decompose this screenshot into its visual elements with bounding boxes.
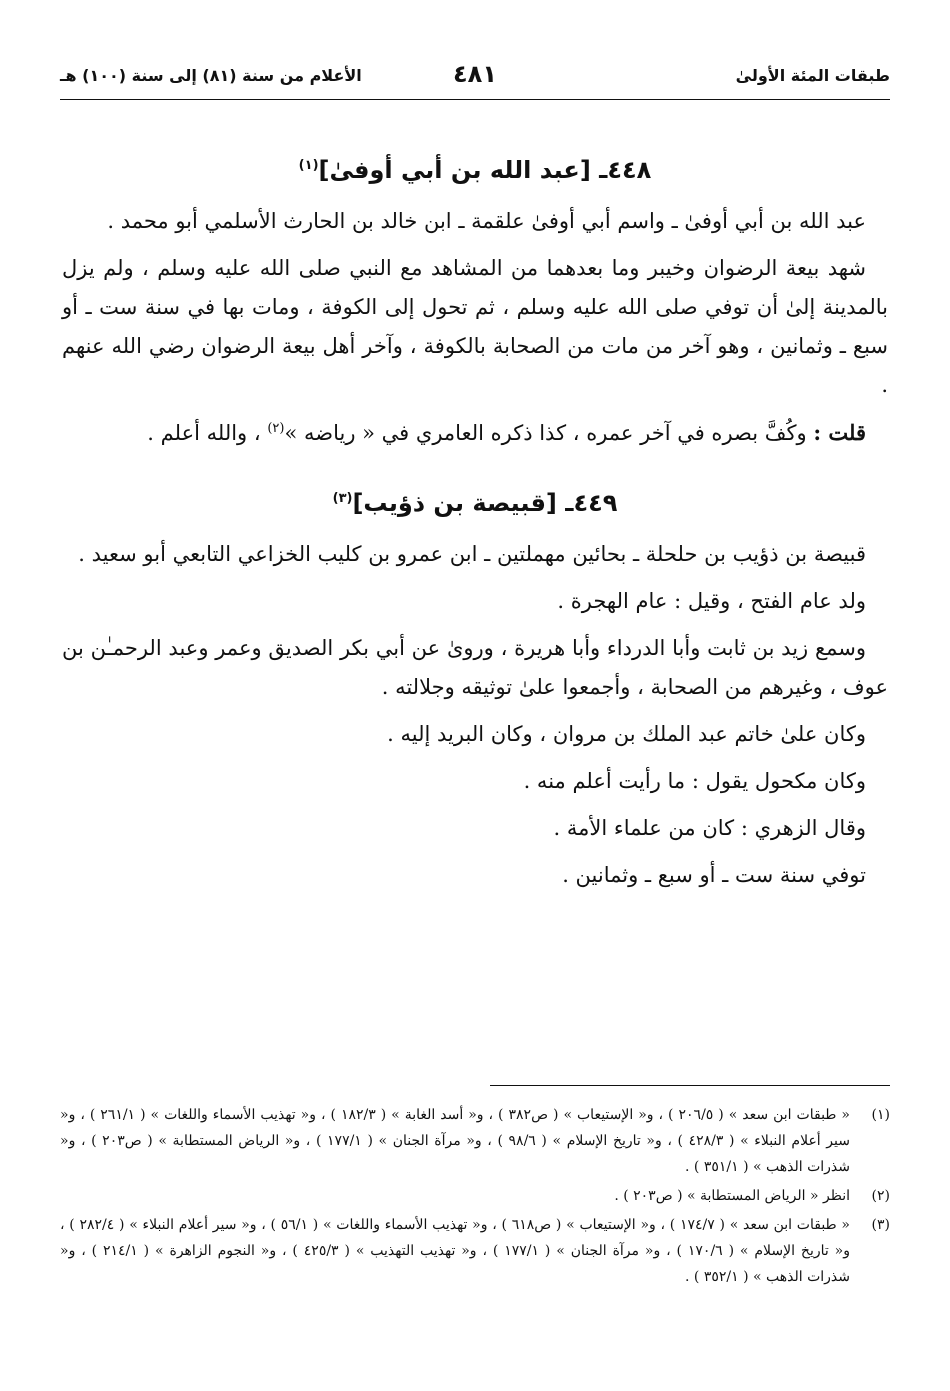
footnote-ref: (٣) xyxy=(332,491,353,506)
footnote-3 xyxy=(60,1212,890,1290)
entry-title-449 xyxy=(62,483,888,523)
running-header xyxy=(60,60,890,96)
entry-title-text: ٤٤٩ـ [قبيصة بن ذؤيب] xyxy=(352,489,618,517)
footnote-text: « طبقات ابن سعد » ( ٢٠٦/٥ ) ، و« الإستيعاب » ( ص٣٨٢ ) ، و« أسد الغابة » ( ١٨٢/٣ ) ، و« تهذيب الأسماء واللغات » ( ٢٦١/١ ) ، و« سير أعلام النبلاء » ( ٤٢٨/٣ ) ، و« تاريخ الإسلام » ( ٩٨/٦ ) ، و« مرآة الجنان » ( ١٧٧/١ ) ، و« الرياض المستطابة » ( ص٢٠٣ ) ، و« شذرات الذهب » ( ٣٥١/١ ) . xyxy=(60,1107,850,1175)
entry-title-448 xyxy=(62,150,888,190)
footnote-2 xyxy=(60,1183,890,1209)
footnote-ref: (٢) xyxy=(267,421,285,436)
note-label: قلت : xyxy=(813,420,866,445)
paragraph: عبد الله بن أبي أوفىٰ ـ واسم أبي أوفىٰ علقمة ـ ابن خالد بن الحارث الأسلمي أبو محمد . xyxy=(107,209,866,233)
footnote-1 xyxy=(60,1102,890,1180)
paragraph: ولد عام الفتح ، وقيل : عام الهجرة . xyxy=(557,589,866,613)
paragraph: شهد بيعة الرضوان وخيبر وما بعدهما من المشاهد مع النبي صلى الله عليه وسلم ، ولم يزل بالمدينة إلىٰ أن توفي صلى الله عليه وسلم ، ثم تحول إلى الكوفة ، ومات بها في سنة ست ـ أو سبع ـ وثمانين ، وهو آخر من مات من الصحابة بالكوفة ، وآخر أهل بيعة الرضوان رضي الله عنهم . xyxy=(62,256,888,397)
footnote-ref: (١) xyxy=(298,158,319,173)
header-rule xyxy=(60,99,890,100)
footnote-text: انظر « الرياض المستطابة » ( ص٢٠٣ ) . xyxy=(614,1188,850,1204)
footnote-rule xyxy=(490,1085,890,1086)
page-number: ٤٨١ xyxy=(453,60,497,88)
footnote-text: « طبقات ابن سعد » ( ١٧٤/٧ ) ، و« الإستيعاب » ( ص٦١٨ ) ، و« تهذيب الأسماء واللغات » ( ٥٦/١ ) ، و« سير أعلام النبلاء » ( ٢٨٢/٤ ) ، و« تاريخ الإسلام » ( ١٧٠/٦ ) ، و« مرآة الجنان » ( ١٧٧/١ ) ، و« تهذيب التهذيب » ( ٤٢٥/٣ ) ، و« النجوم الزاهرة » ( ٢١٤/١ ) ، و« شذرات الذهب » ( ٣٥٢/١ ) . xyxy=(60,1217,850,1285)
paragraph: توفي سنة ست ـ أو سبع ـ وثمانين . xyxy=(562,863,866,887)
entry-title-text: ٤٤٨ـ [عبد الله بن أبي أوفىٰ] xyxy=(318,156,652,184)
note-text-end: ، والله أعلم . xyxy=(147,421,268,445)
footnote-number: (٢) xyxy=(871,1188,890,1204)
main-text xyxy=(62,150,888,903)
paragraph: وسمع زيد بن ثابت وأبا الدرداء وأبا هريرة ، وروىٰ عن أبي بكر الصديق وعمر وعبد الرحمـٰن بن عوف ، وغيرهم من الصحابة ، وأجمعوا علىٰ توثيقه وجلالته . xyxy=(62,636,888,699)
footnotes xyxy=(60,1102,890,1293)
note-paragraph xyxy=(62,413,888,453)
book-title: طبقات المئة الأولىٰ xyxy=(735,66,890,85)
paragraph: وقال الزهري : كان من علماء الأمة . xyxy=(553,816,866,840)
paragraph: قبيصة بن ذؤيب بن حلحلة ـ بحائين مهملتين ـ ابن عمرو بن كليب الخزاعي التابعي أبو سعيد . xyxy=(78,542,866,566)
entry-spacer xyxy=(62,461,888,483)
note-text: وكُفَّ بصره في آخر عمره ، كذا ذكره العامري في « رياضه » xyxy=(284,421,814,445)
section-title: الأعلام من سنة (٨١) إلى سنة (١٠٠) هـ xyxy=(60,66,362,85)
footnote-number: (١) xyxy=(871,1107,890,1123)
paragraph: وكان مكحول يقول : ما رأيت أعلم منه . xyxy=(523,769,866,793)
footnote-number: (٣) xyxy=(871,1217,890,1233)
paragraph: وكان علىٰ خاتم عبد الملك بن مروان ، وكان البريد إليه . xyxy=(387,722,866,746)
